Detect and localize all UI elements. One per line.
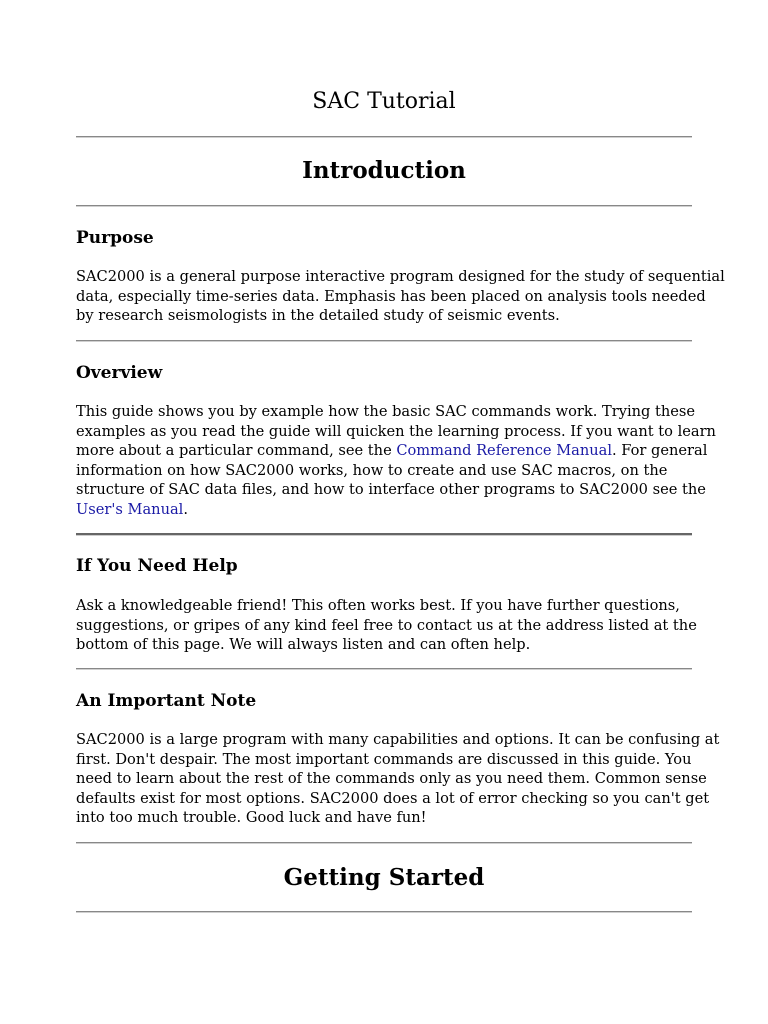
help-line-1: Ask a knowledgeable friend! This often works best. If you have further questions, xyxy=(76,597,680,614)
page-title: SAC Tutorial xyxy=(312,89,456,114)
section-title-getting-started: Getting Started xyxy=(283,864,485,891)
overview-line-3-text-post: . For general xyxy=(612,442,708,459)
purpose-line-2: data, especially time-series data. Emphasis has been placed on analysis tools needed xyxy=(76,287,706,305)
overview-line-3-text-pre: more about a particular command, see the xyxy=(76,442,397,459)
overview-line-2: examples as you read the guide will quicken the learning process. If you want to learn xyxy=(76,422,716,440)
note-line-2: first. Don't despair. The most important commands are discussed in this guide. You xyxy=(76,750,692,768)
command-reference-manual-link[interactable]: Command Reference Manual xyxy=(396,442,613,459)
help-line-3: bottom of this page. We will always listen and can often help. xyxy=(76,636,531,653)
overview-line-3 xyxy=(76,441,708,461)
purpose-line-3: by research seismologists in the detailed study of seismic events. xyxy=(76,307,560,324)
note-line-1: SAC2000 is a large program with many capabilities and options. It can be confusing at xyxy=(76,731,720,748)
overview-line-5: structure of SAC data files, and how to interface other programs to SAC2000 see the xyxy=(76,481,706,498)
heading-need-help: If You Need Help xyxy=(76,556,238,576)
overview-line-6-text-post: . xyxy=(183,500,188,518)
divider-important-note xyxy=(76,842,692,844)
heading-important-note: An Important Note xyxy=(76,691,257,711)
note-line-4: defaults exist for most options. SAC2000 does a lot of error checking so you can't get xyxy=(76,789,710,807)
paragraph-need-help xyxy=(76,596,696,655)
section-title-introduction: Introduction xyxy=(302,157,466,184)
users-manual-link[interactable]: User's Manual xyxy=(76,500,184,518)
note-line-5: into too much trouble. Good luck and have fun! xyxy=(76,809,427,826)
paragraph-purpose xyxy=(76,267,725,326)
heading-purpose: Purpose xyxy=(76,228,154,248)
divider-purpose xyxy=(76,340,692,342)
heading-overview: Overview xyxy=(76,363,163,383)
paragraph-important-note xyxy=(76,730,720,828)
overview-line-4: information on how SAC2000 works, how to create and use SAC macros, on the xyxy=(76,461,668,479)
divider-introduction xyxy=(76,205,692,207)
divider-title xyxy=(76,136,692,138)
divider-getting-started xyxy=(76,911,692,913)
purpose-line-1: SAC2000 is a general purpose interactive program designed for the study of sequential xyxy=(76,268,725,285)
divider-overview xyxy=(76,533,692,536)
overview-line-6 xyxy=(76,500,696,520)
paragraph-overview xyxy=(76,402,716,519)
note-line-3: need to learn about the rest of the commands only as you need them. Common sense xyxy=(76,770,707,787)
help-line-2: suggestions, or gripes of any kind feel free to contact us at the address listed at the xyxy=(76,616,697,634)
divider-need-help xyxy=(76,668,692,670)
overview-line-1: This guide shows you by example how the basic SAC commands work. Trying these xyxy=(76,403,696,420)
